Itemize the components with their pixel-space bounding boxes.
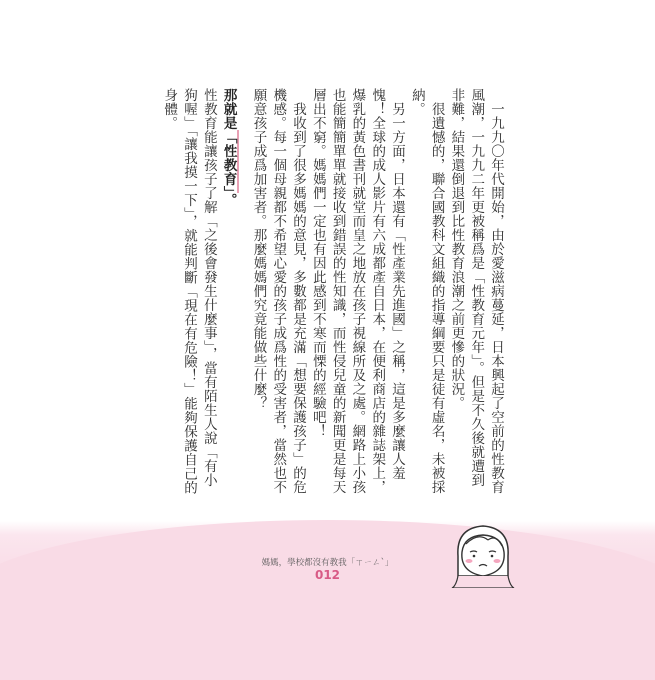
vertical-text-block: [158, 88, 505, 498]
paragraph-2: 很遺憾的，聯合國教科文組織的指導綱要只是徒有虛名，未被採納。: [408, 88, 445, 494]
heading-emphasis: 「性教育」: [220, 130, 237, 194]
paragraph-1: 一九九〇年代開始，由於愛滋病蔓延，日本興起了空前的性教育風潮，一九九二年更被稱爲是「性教育元年」。但是不久後就遭到非難，結果還倒退到比性教育浪潮之前更慘的狀況。: [448, 88, 504, 494]
paragraph-3: 另一方面，日本還有「性產業先進國」之稱，這是多麼讓人羞愧！全球的成人影片有六成都產自日本，在便利商店的雜誌架上，爆乳的黃色書刊就堂而皇之地放在孩子視線所及之處。網路上小孩也能簡簡單單就接收到錯誤的性知識，而性侵兒童的新聞更是每天層出不窮。媽媽們一定也有因此感到不寒而慄的經驗吧！: [309, 88, 406, 494]
paragraph-4: 我收到了很多媽媽的意見，多數都是充滿「想要保護孩子」的危機感。每一個母親都不希望心愛的孩子成爲性的受害者，當然也不願意孩子成爲加害者。那麼媽媽們究竟能做些什麼？: [250, 88, 307, 494]
footer-curve-decoration: [0, 520, 655, 680]
section-heading: [218, 88, 238, 498]
book-title: 媽媽，學校都沒有教我「ㄒㄧㄥˋ」: [261, 558, 394, 568]
heading-suffix: 。: [220, 193, 237, 208]
paragraph-spacer: [238, 88, 248, 498]
paragraph-5: 性教育能讓孩子了解「之後會發生什麼事」，當有陌生人說「有小狗喔」「讓我摸一下」，就能判斷「現在有危險！」能夠保護自己的身體。: [161, 88, 217, 495]
page-number: 012: [314, 568, 341, 582]
heading-prefix: 那就是: [220, 88, 237, 130]
